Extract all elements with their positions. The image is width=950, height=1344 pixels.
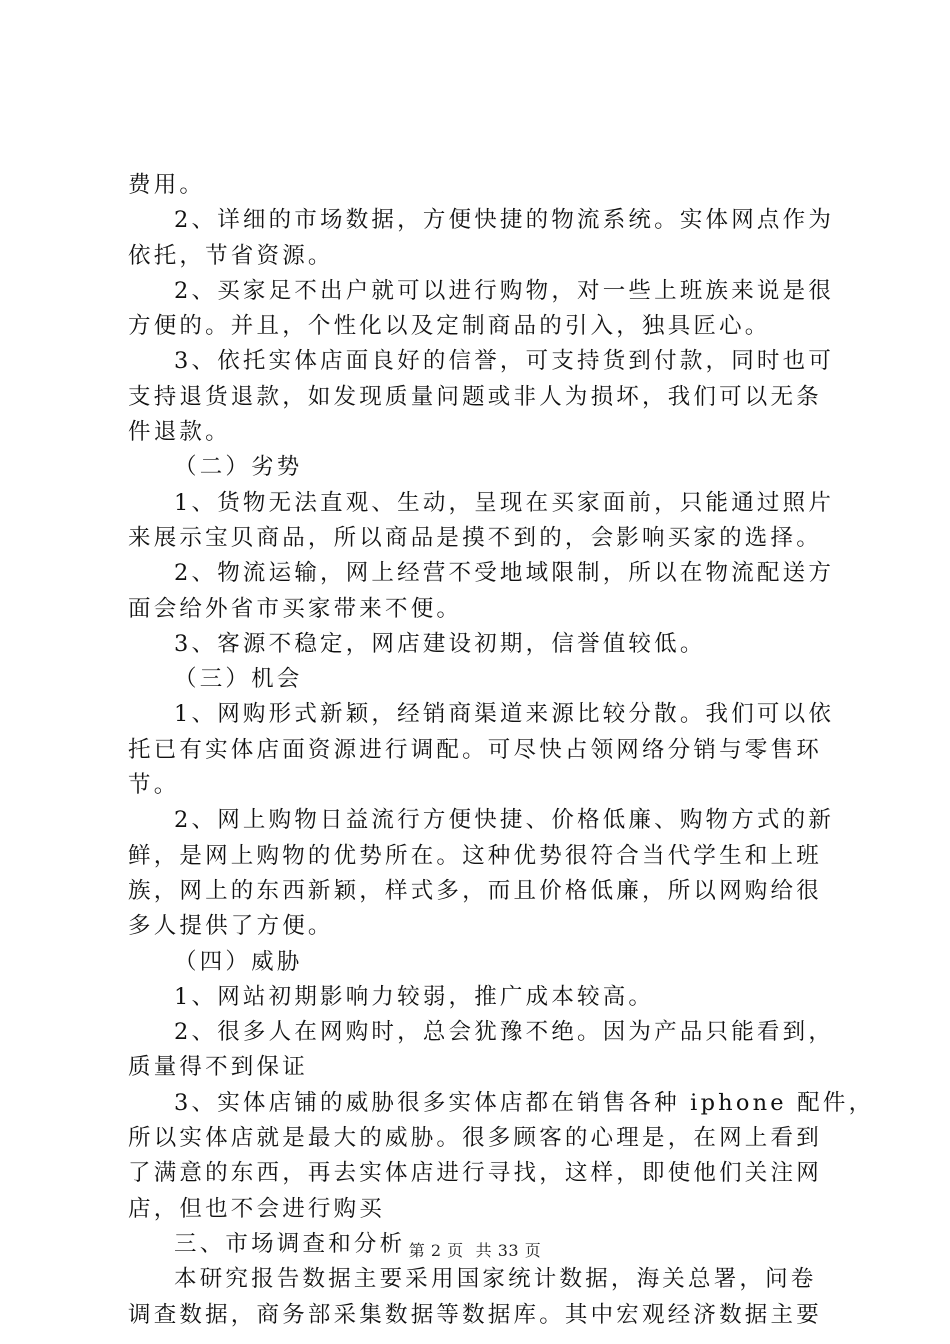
text-line: 族，网上的东西新颖，样式多，而且价格低廉，所以网购给很: [128, 877, 822, 904]
text-line: 本研究报告数据主要采用国家统计数据，海关总署，问卷: [174, 1266, 817, 1293]
text-line: 面会给外省市买家带来不便。: [128, 595, 463, 622]
text-line: 质量得不到保证: [128, 1054, 308, 1081]
text-line: 方便的。并且，个性化以及定制商品的引入，独具匠心。: [128, 313, 771, 340]
text-line: 费用。: [128, 172, 206, 198]
text-line: 2、买家足不出户就可以进行购物，对一些上班族来说是很: [174, 277, 835, 304]
page-footer: [0, 1238, 950, 1261]
text-line: 件退款。: [128, 419, 231, 446]
text-line: 1、网站初期影响力较弱，推广成本较高。: [174, 983, 655, 1010]
text-line: 2、很多人在网购时，总会犹豫不绝。因为产品只能看到，: [174, 1019, 835, 1046]
text-line: 来展示宝贝商品，所以商品是摸不到的，会影响买家的选择。: [128, 524, 822, 551]
text-line: 多人提供了方便。: [128, 913, 334, 940]
text-line: 2、物流运输，网上经营不受地域限制，所以在物流配送方: [174, 560, 835, 587]
text-line: 1、网购形式新颖，经销商渠道来源比较分散。我们可以依: [174, 701, 835, 728]
text-line: 3、实体店铺的威胁很多实体店都在销售各种 iphone 配件，: [174, 1089, 875, 1116]
page-number: 第 2 页: [408, 1241, 464, 1260]
section-heading: 三、市场调查和分析: [174, 1230, 406, 1257]
text-line: 1、货物无法直观、生动，呈现在买家面前，只能通过照片: [174, 489, 835, 516]
section-heading: （三）机会: [174, 666, 303, 693]
text-line: 店，但也不会进行购买: [128, 1195, 386, 1222]
text-line: 调查数据，商务部采集数据等数据库。其中宏观经济数据主要: [128, 1301, 822, 1328]
document-body: [128, 168, 875, 1333]
text-line: 2、详细的市场数据，方便快捷的物流系统。实体网点作为: [174, 207, 835, 234]
text-line: 依托，节省资源。: [128, 242, 334, 269]
text-line: 托已有实体店面资源进行调配。可尽快占领网络分销与零售环: [128, 736, 822, 763]
text-line: 2、网上购物日益流行方便快捷、价格低廉、购物方式的新: [174, 807, 835, 834]
text-line: 所以实体店就是最大的威胁。很多顾客的心理是，在网上看到: [128, 1125, 822, 1152]
text-line: 了满意的东西，再去实体店进行寻找，这样，即使他们关注网: [128, 1160, 822, 1187]
text-line: 3、客源不稳定，网店建设初期，信誉值较低。: [174, 630, 706, 657]
text-line: 鲜，是网上购物的优势所在。这种优势很符合当代学生和上班: [128, 842, 822, 869]
page-total: 共 33 页: [475, 1241, 542, 1260]
section-heading: （二）劣势: [174, 454, 303, 481]
text-line: 3、依托实体店面良好的信誉，可支持货到付款，同时也可: [174, 348, 835, 375]
text-line: 节。: [128, 772, 180, 799]
section-heading: （四）威胁: [174, 948, 303, 975]
text-line: 支持退货退款，如发现质量问题或非人为损坏，我们可以无条: [128, 383, 822, 410]
